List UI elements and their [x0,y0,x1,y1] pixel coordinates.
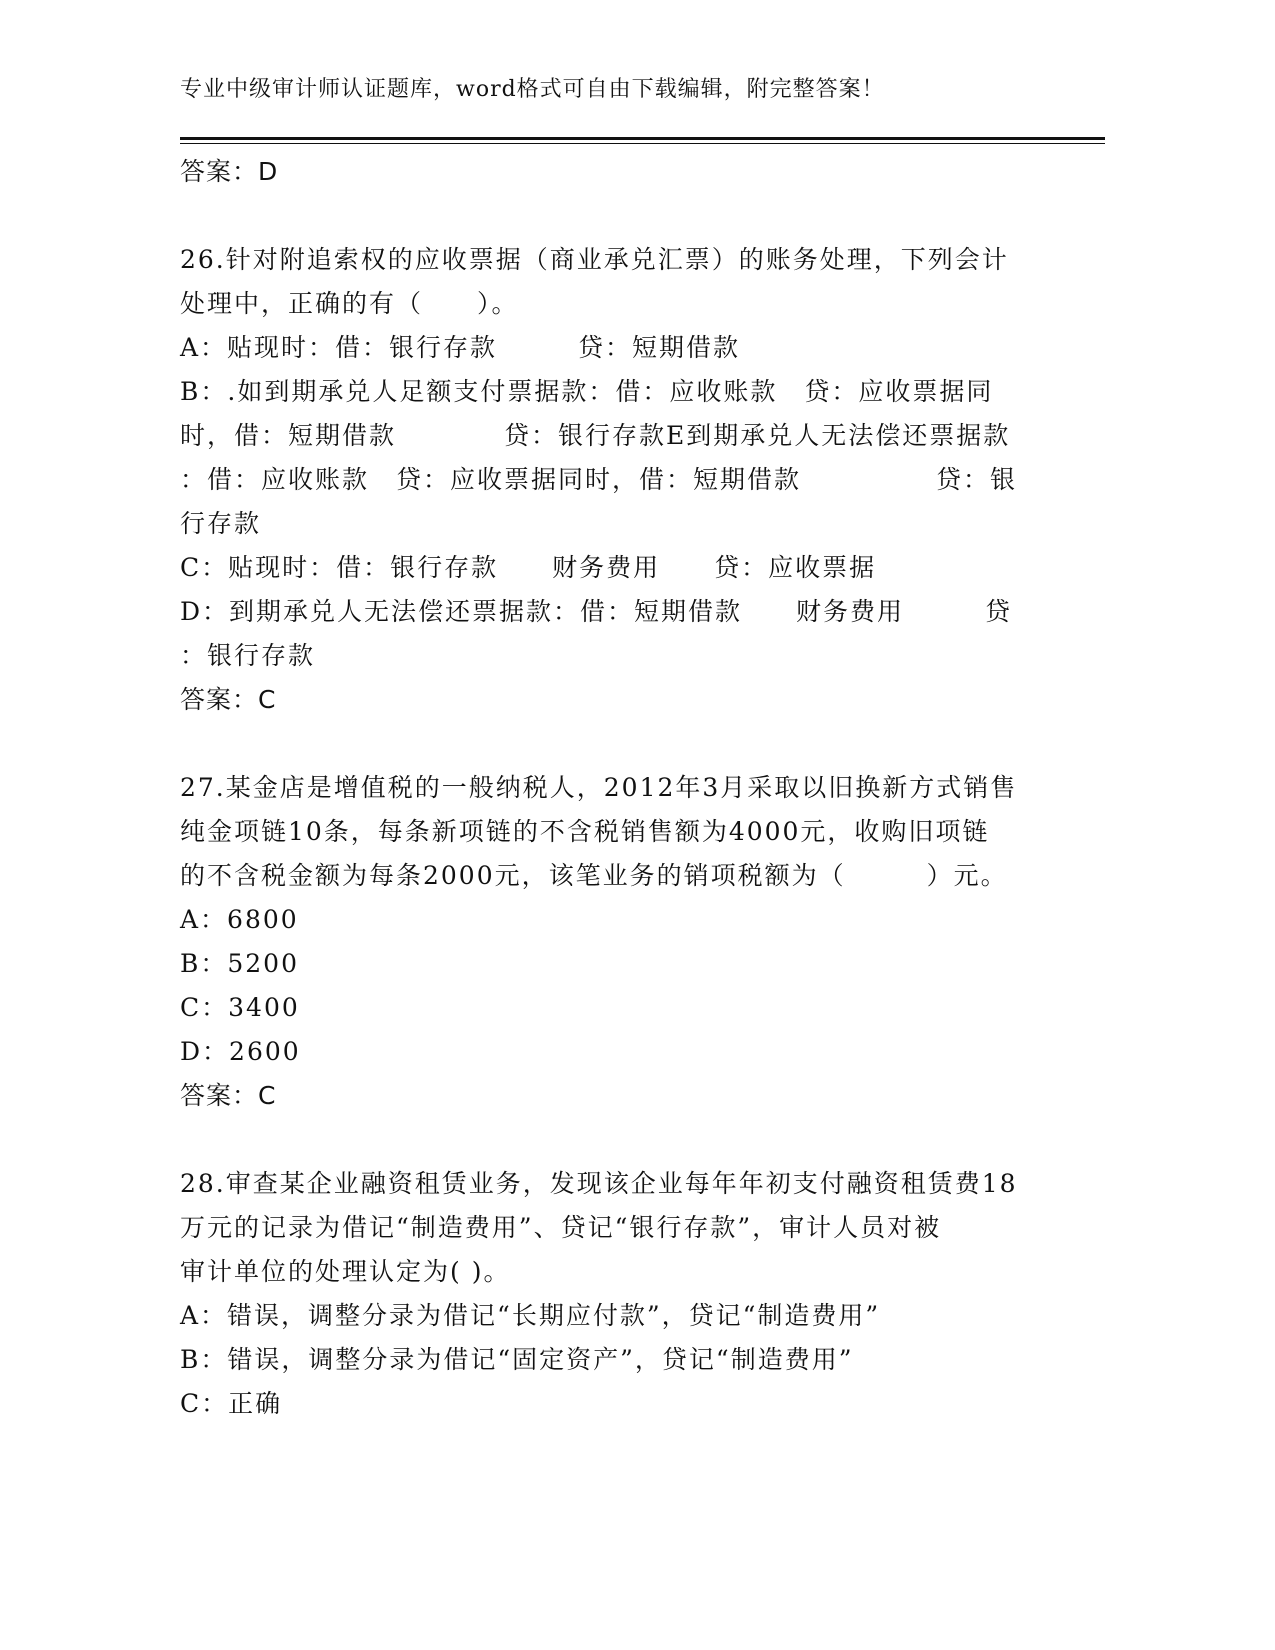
option-line: D：到期承兑人无法偿还票据款：借：短期借款 财务费用 贷 [180,597,1013,626]
spacer [180,722,1050,766]
option-line: A：6800 [180,905,299,934]
question-stem-line: 处理中，正确的有（ ）。 [180,289,519,318]
header-divider-thin [180,143,1105,144]
answer-previous: 答案：D [180,157,279,186]
question-stem-line: 纯金项链10条，每条新项链的不含税销售额为4000元，收购旧项链 [180,817,990,846]
option-line: B：5200 [180,949,299,978]
option-line: C：3400 [180,993,300,1022]
question-stem-line: 审计单位的处理认定为( )。 [180,1257,511,1286]
spacer [180,194,1050,238]
answer-26: 答案：C [180,685,277,714]
option-line: ：银行存款 [180,641,316,670]
question-stem-line: 26.针对附追索权的应收票据（商业承兑汇票）的账务处理，下列会计 [180,245,1009,274]
option-line: A：错误，调整分录为借记“长期应付款”，贷记“制造费用” [180,1301,881,1330]
spacer [180,1118,1050,1162]
header-divider-thick [180,137,1105,140]
option-line: C：贴现时：借：银行存款 财务费用 贷：应收票据 [180,553,877,582]
question-stem-line: 万元的记录为借记“制造费用”、贷记“银行存款”，审计人员对被 [180,1213,942,1242]
question-stem-line: 28.审查某企业融资租赁业务，发现该企业每年年初支付融资租赁费18 [180,1169,1018,1198]
option-line: D：2600 [180,1037,301,1066]
answer-27: 答案：C [180,1081,277,1110]
option-line: B：.如到期承兑人足额支付票据款：借：应收账款 贷：应收票据同 [180,377,994,406]
option-line: B：错误，调整分录为借记“固定资产”，贷记“制造费用” [180,1345,854,1374]
question-28 [180,1162,1050,1426]
question-stem-line: 的不含税金额为每条2000元，该笔业务的销项税额为（ ）元。 [180,861,1008,890]
question-26 [180,238,1050,722]
option-line: 时，借：短期借款 贷：银行存款E到期承兑人无法偿还票据款 [180,421,1011,450]
option-line: 行存款 [180,509,262,538]
question-stem-line: 27.某金店是增值税的一般纳税人，2012年3月采取以旧换新方式销售 [180,773,1018,802]
option-line: C：正确 [180,1389,283,1418]
option-line: A：贴现时：借：银行存款 贷：短期借款 [180,333,741,362]
document-body [180,150,1050,1426]
page-header: 专业中级审计师认证题库，word格式可自由下载编辑，附完整答案！ [180,77,885,102]
question-27 [180,766,1050,1118]
option-line: ：借：应收账款 贷：应收票据同时，借：短期借款 贷：银 [180,465,1018,494]
